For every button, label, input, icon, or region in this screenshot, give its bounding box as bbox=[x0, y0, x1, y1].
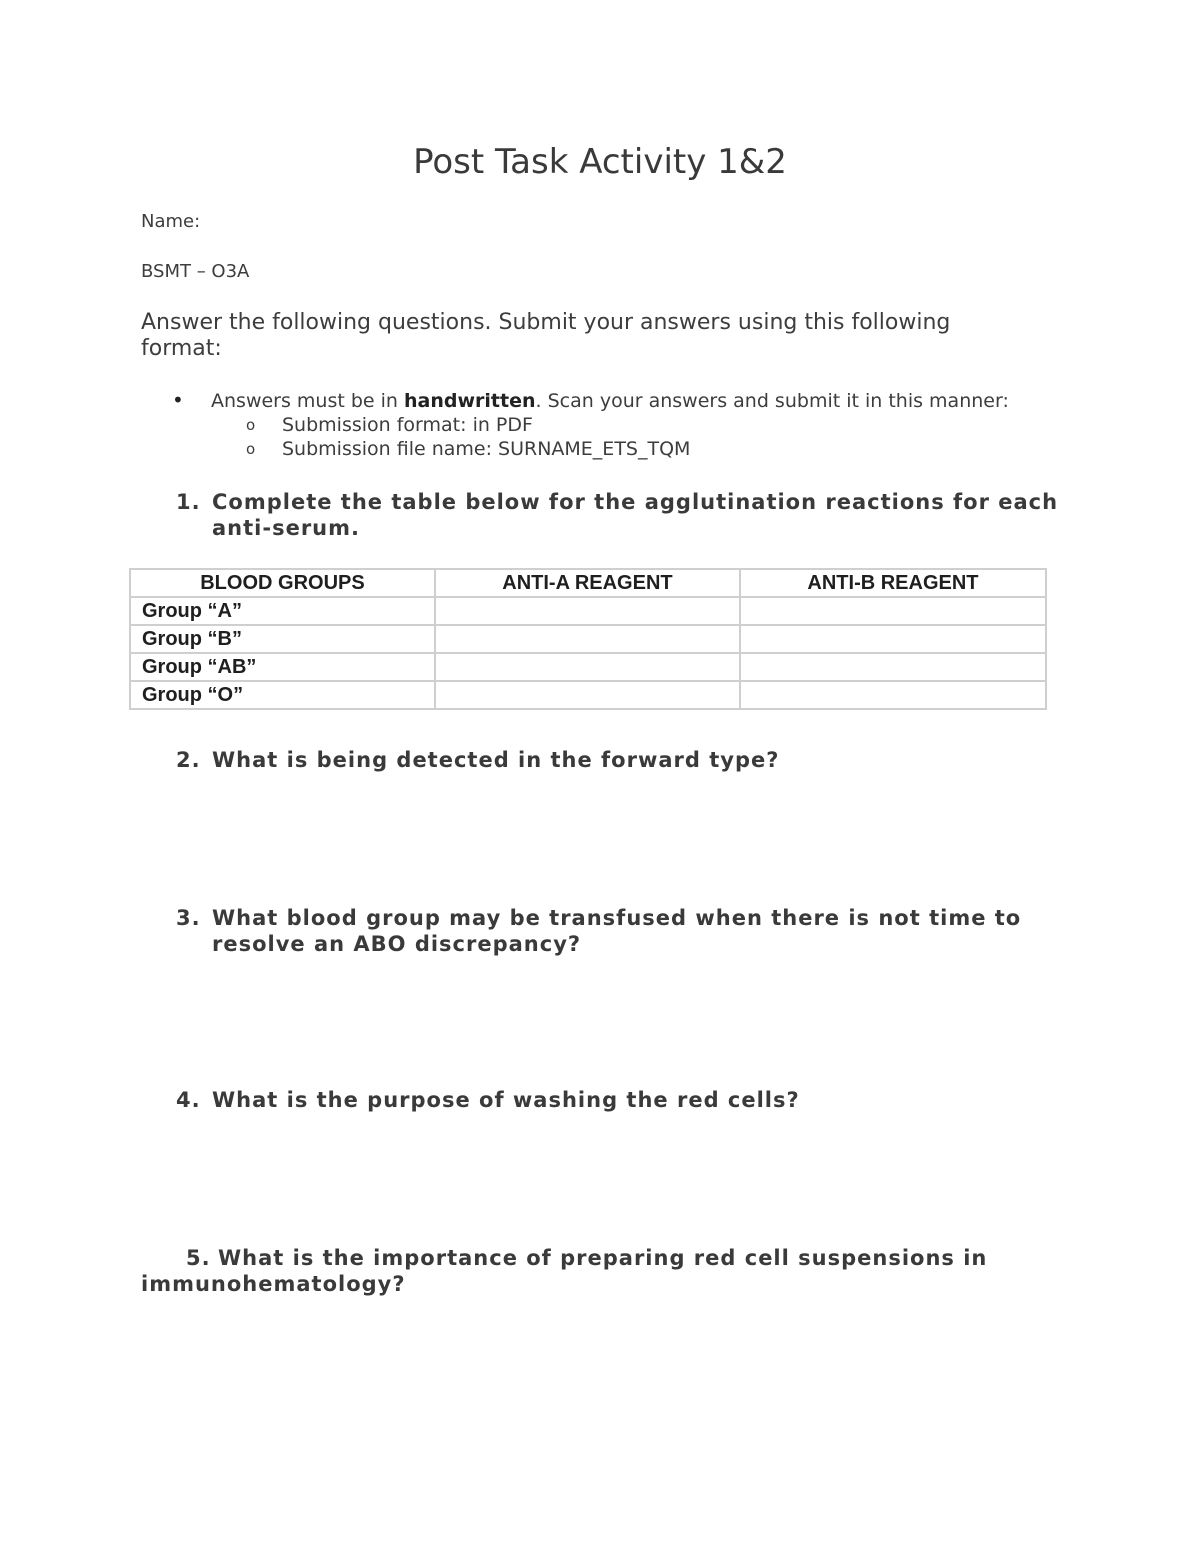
question-1-number: 1. bbox=[176, 490, 201, 514]
table-header-row bbox=[130, 569, 1046, 597]
table-cell bbox=[435, 653, 740, 681]
table-header: BLOOD GROUPS bbox=[130, 569, 435, 597]
table-header: ANTI-B REAGENT bbox=[740, 569, 1046, 597]
bullet-marker: • bbox=[172, 388, 184, 412]
table-cell bbox=[435, 625, 740, 653]
question-1-text: Complete the table below for the agglutination reactions for each anti-serum. bbox=[212, 490, 1059, 540]
bullet-item bbox=[211, 390, 1009, 412]
table-cell: Group “AB” bbox=[130, 653, 435, 681]
table-cell: Group “A” bbox=[130, 597, 435, 625]
sub-bullet-item: Submission file name: SURNAME_ETS_TQM bbox=[282, 438, 691, 460]
instructions: Answer the following questions. Submit your answers using this following format: bbox=[141, 310, 951, 361]
question-2-number: 2. bbox=[176, 748, 201, 772]
table-row bbox=[130, 625, 1046, 653]
question-5-text: What is the importance of preparing red cell suspensions in bbox=[218, 1246, 988, 1270]
question-3-text: What blood group may be transfused when there is not time to resolve an ABO discrepancy? bbox=[212, 906, 1022, 956]
table-cell bbox=[740, 597, 1046, 625]
table-cell bbox=[740, 625, 1046, 653]
bullet-text-before: Answers must be in bbox=[211, 390, 405, 412]
blood-group-table bbox=[129, 568, 1047, 710]
question-4-text: What is the purpose of washing the red cells? bbox=[212, 1088, 800, 1112]
question-3-number: 3. bbox=[176, 906, 201, 930]
table-cell bbox=[740, 681, 1046, 709]
sub-bullet-marker: o bbox=[246, 440, 256, 458]
bullet-text-after: . Scan your answers and submit it in this manner: bbox=[535, 390, 1009, 412]
section-label: BSMT – O3A bbox=[141, 261, 250, 282]
table-cell bbox=[435, 681, 740, 709]
table-row bbox=[130, 653, 1046, 681]
question-5-text-continued: immunohematology? bbox=[141, 1272, 406, 1296]
bullet-bold: handwritten bbox=[404, 390, 536, 412]
table-cell: Group “O” bbox=[130, 681, 435, 709]
table-row bbox=[130, 597, 1046, 625]
question-2-text: What is being detected in the forward type? bbox=[212, 748, 780, 772]
table-row bbox=[130, 681, 1046, 709]
table-cell bbox=[435, 597, 740, 625]
question-4-number: 4. bbox=[176, 1088, 201, 1112]
table-cell bbox=[740, 653, 1046, 681]
question-5-number: 5. bbox=[186, 1246, 211, 1270]
sub-bullet-marker: o bbox=[246, 416, 256, 434]
table-cell: Group “B” bbox=[130, 625, 435, 653]
sub-bullet-item: Submission format: in PDF bbox=[282, 414, 533, 436]
page-title: Post Task Activity 1&2 bbox=[413, 142, 787, 182]
name-label: Name: bbox=[141, 211, 201, 232]
table-header: ANTI-A REAGENT bbox=[435, 569, 740, 597]
